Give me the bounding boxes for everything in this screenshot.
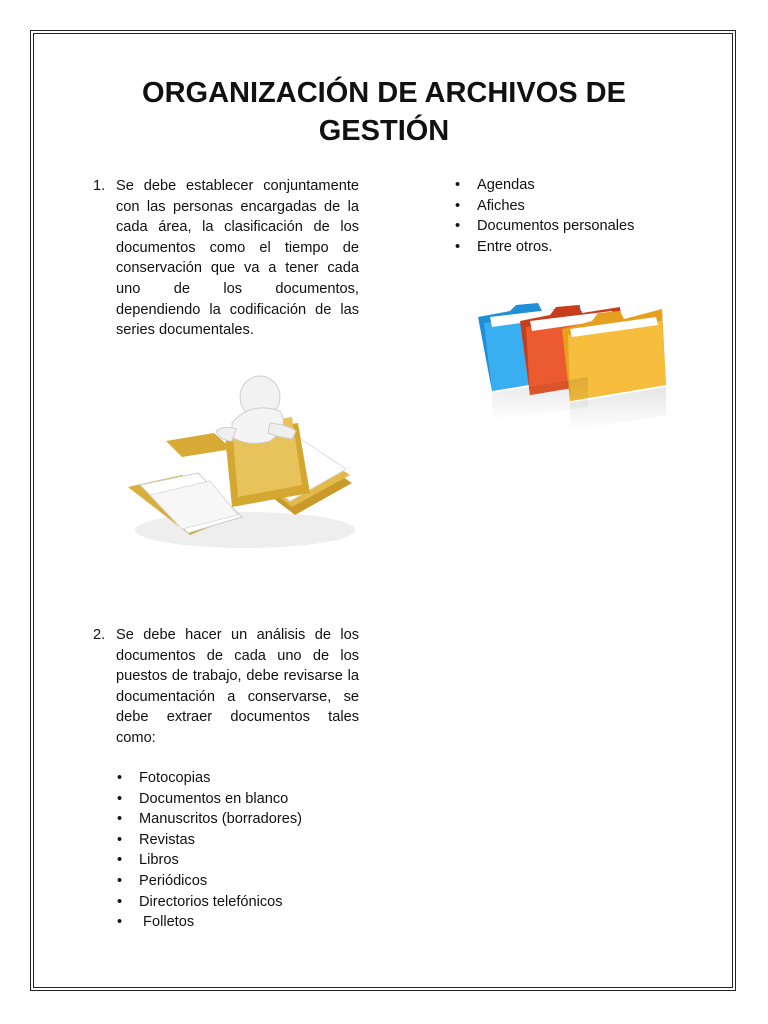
list-item: • Directorios telefónicos bbox=[117, 893, 283, 910]
list-item: • Periódicos bbox=[117, 872, 208, 889]
list-item: • Afiches bbox=[455, 197, 525, 214]
list-item: • Libros bbox=[117, 852, 179, 869]
list-item: • Agendas bbox=[455, 177, 535, 193]
item-1-number: 1. bbox=[93, 178, 106, 194]
item-1-text: Se debe establecer conjuntamente con las personas encargadas de la cada área, la clasificación de los documentos como el tiempo de conservación que va a tener cada uno de los documentos, dependiendo la codificación de las series documentales. bbox=[116, 178, 359, 339]
more-documents-list bbox=[455, 175, 635, 257]
list-item: • Documentos personales bbox=[455, 218, 635, 235]
page-title: ORGANIZACIÓN DE ARCHIVOS DE GESTIÓN bbox=[142, 77, 626, 147]
list-item: • Manuscritos (borradores) bbox=[117, 811, 303, 828]
list-item: • Fotocopias bbox=[117, 770, 211, 786]
item-2-number: 2. bbox=[93, 627, 106, 643]
colored-folders-illustration bbox=[470, 295, 670, 435]
list-item: • Entre otros. bbox=[455, 238, 553, 255]
list-item: • Documentos en blanco bbox=[117, 790, 289, 807]
person-folders-illustration bbox=[120, 365, 365, 555]
documents-to-extract-list bbox=[117, 768, 303, 933]
list-item: • Revistas bbox=[117, 831, 195, 848]
item-2-text: Se debe hacer un análisis de los documentos de cada uno de los puestos de trabajo, debe revisarse la documentación a conservarse, se debe extraer documentos tales como: bbox=[116, 627, 359, 746]
list-item: • Folletos bbox=[117, 914, 195, 931]
